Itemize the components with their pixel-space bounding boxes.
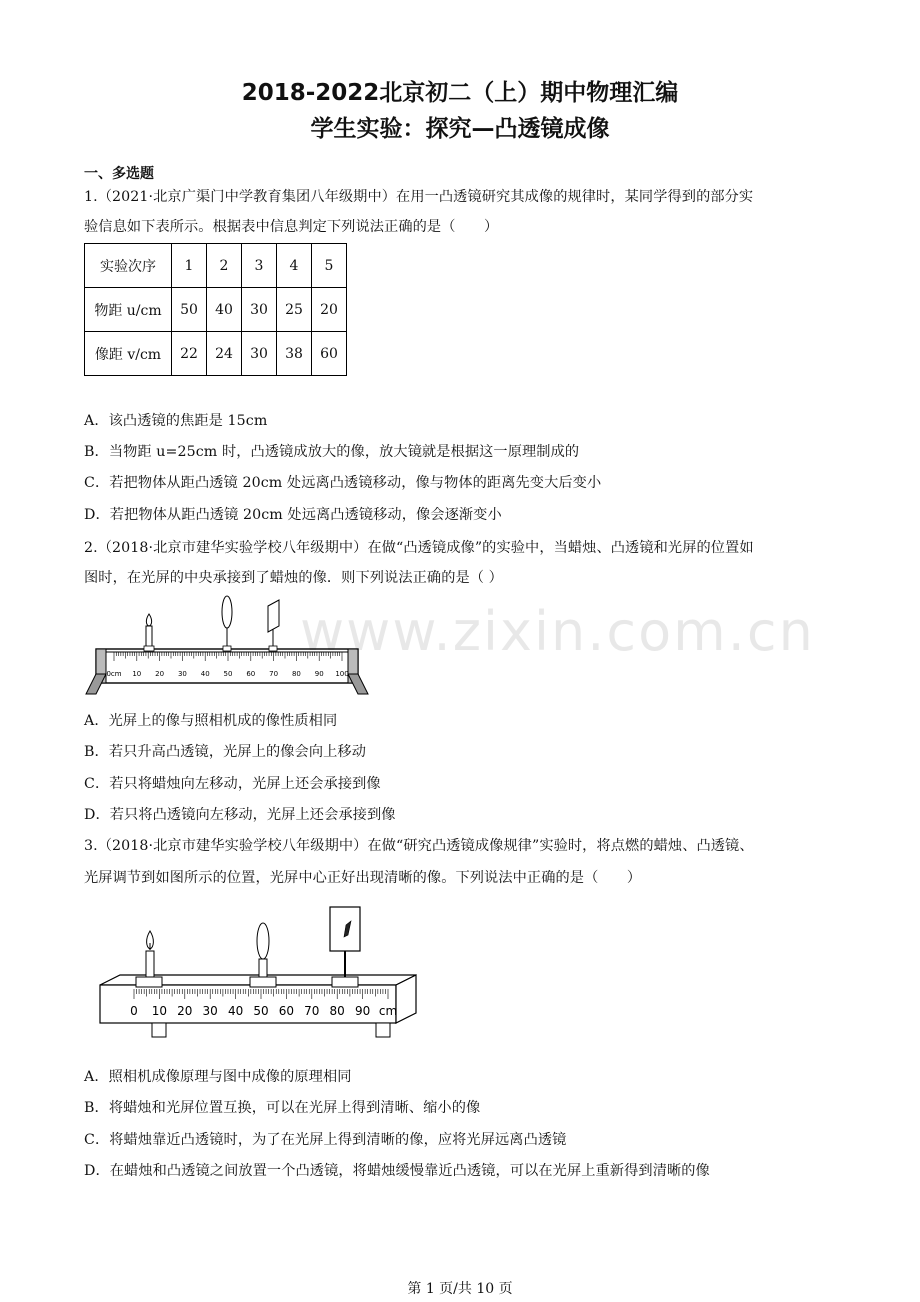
watermark: www.zixin.com.cn [300,600,815,663]
page-subtitle: 学生实验：探究—凸透镜成像 [310,116,610,142]
table-row [85,332,347,376]
page-title: 2018-2022北京初二（上）期中物理汇编 [241,80,679,106]
table-cell: 40 [207,288,242,332]
ruler-label: 0 [130,1004,138,1018]
table-cell: 30 [242,332,277,376]
convex-lens-icon [250,923,276,987]
ruler-label: 100 [335,670,349,678]
ruler-label: 70 [304,1004,320,1018]
ruler-label: 50 [253,1004,269,1018]
light-screen-icon [268,600,279,651]
section-heading: 一、多选题 [84,166,154,182]
ruler-label: 40 [227,1004,244,1018]
q1-option-c: C．若把物体从距凸透镜 20cm 处远离凸透镜移动，像与物体的距离先变大后变小 [84,475,602,491]
table-cell: 1 [172,244,207,288]
ruler-label: 60 [278,1004,295,1018]
q3-option-c: C．将蜡烛靠近凸透镜时，为了在光屏上得到清晰的像，应将光屏远离凸透镜 [84,1132,567,1148]
q3-stem-line2: 光屏调节到如图所示的位置，光屏中心正好出现清晰的像。下列说法中正确的是（ ） [84,870,642,886]
ruler-label: 90 [314,670,324,678]
ruler-label: 30 [177,670,187,678]
table-cell: 实验次序 [85,244,172,288]
q3-option-a: A．照相机成像原理与图中成像的原理相同 [84,1069,352,1085]
q2-option-b: B．若只升高凸透镜，光屏上的像会向上移动 [84,744,366,760]
table-cell: 30 [242,288,277,332]
convex-lens-icon [222,596,232,651]
q2-option-a: A．光屏上的像与照相机成的像性质相同 [84,713,338,729]
ruler-label: 60 [246,670,256,678]
q3-option-d: D．在蜡烛和凸透镜之间放置一个凸透镜，将蜡烛缓慢靠近凸透镜，可以在光屏上重新得到清晰的像 [84,1163,710,1179]
q1-stem-line1: 1.（2021·北京广渠门中学教育集团八年级期中）在用一凸透镜研究其成像的规律时，某同学得到的部分实 [84,189,754,205]
q2-stem-line1: 2.（2018·北京市建华实验学校八年级期中）在做“凸透镜成像”的实验中，当蜡烛、凸透镜和光屏的位置如 [84,540,754,556]
q1-option-a: A．该凸透镜的焦距是 15cm [84,413,268,429]
table-cell: 20 [312,288,347,332]
ruler-label: 90 [354,1004,371,1018]
ruler-label: 20 [177,1004,193,1018]
ruler-label: 10 [151,1004,168,1018]
q3-stem-line1: 3.（2018·北京市建华实验学校八年级期中）在做“研究凸透镜成像规律”实验时，将点燃的蜡烛、凸透镜、 [84,838,754,854]
table-cell: 物距 u/cm [85,288,172,332]
ruler-label: 30 [202,1004,218,1018]
ruler-label: 80 [291,670,301,678]
table-row [85,244,347,288]
q2-option-d: D．若只将凸透镜向左移动，光屏上还会承接到像 [84,807,396,823]
table-cell: 4 [277,244,312,288]
table-cell: 2 [207,244,242,288]
ruler-label: 50 [223,670,233,678]
ruler-label: 40 [200,670,210,678]
table-cell: 25 [277,288,312,332]
table-cell: 50 [172,288,207,332]
candle-icon [136,931,162,987]
q3-optical-bench-figure [96,903,420,1041]
table-cell: 5 [312,244,347,288]
ruler-label: 70 [269,670,279,678]
table-cell: 60 [312,332,347,376]
table-cell: 24 [207,332,242,376]
table-row [85,288,347,332]
ruler-label: 20 [155,670,165,678]
q1-option-b: B．当物距 u=25cm 时，凸透镜成放大的像，放大镜就是根据这一原理制成的 [84,444,580,460]
table-cell: 像距 v/cm [85,332,172,376]
page-footer: 第 1 页/共 10 页 [407,1281,513,1297]
candle-icon [144,614,154,651]
q2-stem-line2: 图时，在光屏的中央承接到了蜡烛的像．则下列说法正确的是（ ） [84,570,503,586]
q1-data-table [84,243,347,376]
table-cell: 38 [277,332,312,376]
table-cell: 3 [242,244,277,288]
ruler-label: 10 [132,670,142,678]
ruler-label: cm [378,1004,398,1018]
q2-option-c: C．若只将蜡烛向左移动，光屏上还会承接到像 [84,776,381,792]
q1-stem-line2: 验信息如下表所示。根据表中信息判定下列说法正确的是（ ） [84,219,499,235]
table-cell: 22 [172,332,207,376]
q3-option-b: B．将蜡烛和光屏位置互换，可以在光屏上得到清晰、缩小的像 [84,1100,481,1116]
ruler-label: 80 [329,1004,345,1018]
q1-option-d: D．若把物体从距凸透镜 20cm 处远离凸透镜移动，像会逐渐变小 [84,507,502,523]
ruler-label: 0cm [106,670,122,678]
